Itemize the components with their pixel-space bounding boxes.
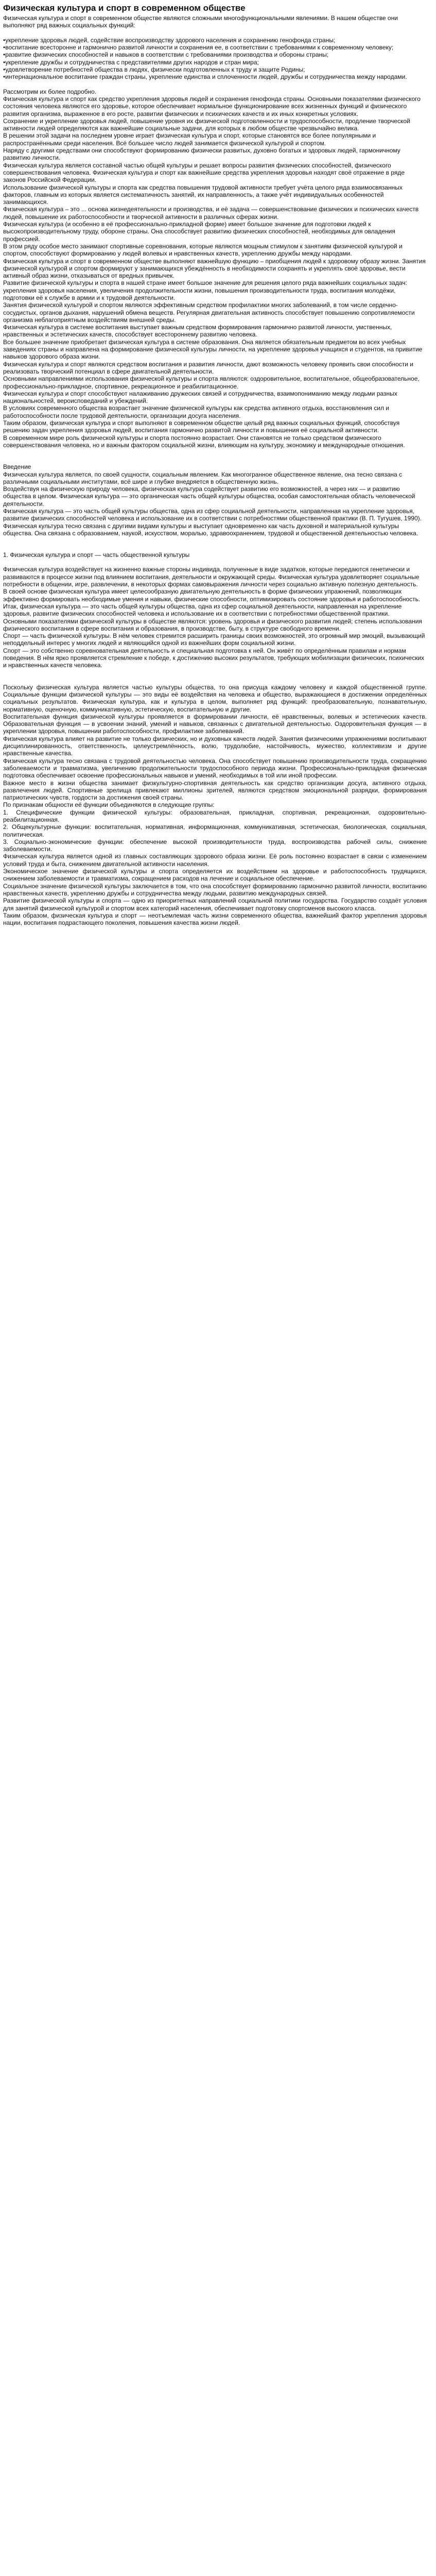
intro-line: Занятия физической культурой и спортом являются эффективным средством профилактики многих заболеваний, в том числе сердечно-сосудистых, органов дыхания, нарушений обмена веществ. Регулярная двигательная активность способствует повышению сопротивляемости организма неблагоприятным воздействиям внешней среды.	[3, 301, 415, 324]
paragraph: Воспитательная функция физической культуры проявляется в формировании личности, её нравственных, волевых и эстетических качеств. Образовательная функция — в усвоении знаний, умений и навыков, связанных с двигательной деятельностью. Оздоровительная функция — в укреплении здоровья, повышении работоспособности, профилактике заболеваний.	[3, 713, 427, 735]
intro-line: Рассмотрим их более подробно.	[3, 88, 97, 95]
spacer	[3, 537, 427, 551]
intro-line: Физическая культура – это ... основа жизнедеятельности и производства, и её задача — совершенствование физических и психических качеств людей, повышение их работоспособности и творческой активности в различных сферах жизни.	[3, 206, 419, 221]
intro-line: Физическая культура является составной частью общей культуры и решает вопросы развития физических способностей, физического совершенствования человека. Физическая культура и спорт как важнейшие средства укрепления здоровья находят своё отражение в ряде законов Российской Федерации.	[3, 161, 405, 184]
paragraph: Экономическое значение физической культуры и спорта определяется их воздействием на здоровье и работоспособность трудящихся, снижением заболеваемости и травматизма, сокращением расходов на лечение и социальное обеспечение.	[3, 868, 427, 883]
intro-line: •укрепление здоровья людей, содействие воспроизводству здорового населения и сохранению генофонда страны;	[3, 36, 336, 44]
paragraph: В своей основе физическая культура имеет целесообразную двигательную деятельность в форме физических упражнений, позволяющих эффективно формировать необходимые умения и навыки, физические способности, оптимизировать состояние здоровья и работоспособность.	[3, 588, 421, 603]
section1-heading: 1. Физическая культура и спорт — часть общественной культуры	[3, 551, 190, 559]
intro-heading: Введение	[3, 463, 31, 471]
intro-line: Физическая культура (и особенно в её профессионально-прикладной форме) имеет большое значение для подготовки людей к высокопроизводительному труду, обороне страны. Она способствует развитию физических способностей, необходимых для овладения профессией.	[3, 221, 395, 243]
section2-paragraphs	[3, 684, 427, 809]
intro-line: В решении этой задачи на последнем уровне играет физическая культура и спорт, которые становятся все более популярными и распространёнными среди населения. Всё большее число людей занимается физической культурой и спортом.	[3, 132, 376, 147]
paragraph: Поскольку физическая культура является частью культуры общества, то она присуща каждому человеку и каждой общественной группе. Социальные функции физической культуры — это виды её воздействия на человека и общество, выражающиеся в достижении определённых социальных результатов. Физическая культура, как и культура в целом, выполняет ряд функций: преобразовательную, познавательную, нормативную, оценочную, коммуникативную, эстетическую, воспитательную и другие.	[3, 683, 427, 713]
spacer	[3, 558, 427, 566]
spacer	[3, 669, 427, 684]
paragraph: Социальное значение физической культуры заключается в том, что она способствует формированию гармонично развитой личности, воспитанию нравственных качеств, укреплению дружбы и сотрудничества между людьми, развитию международных связей.	[3, 882, 427, 897]
intro-block	[3, 14, 427, 81]
intro-line: •интернациональное воспитание граждан страны, укрепление единства и сплоченности людей, дружбы и сотрудничества между народами.	[3, 73, 407, 81]
paragraph: Физическая культура тесно связана с трудовой деятельностью человека. Она способствует повышению производительности труда, сокращению заболеваемости и травматизма, увеличению продолжительности трудоспособного периода жизни. Профессионально-прикладная физическая подготовка обеспечивает освоение профессиональных навыков и умений, необходимых в той или иной профессии.	[3, 757, 427, 779]
section1-paragraphs	[3, 566, 427, 669]
intro-line: Развитие физической культуры и спорта в нашей стране имеет большое значение для решения целого ряда важнейших социальных задач: укрепления здоровья населения, увеличения продолжительности жизни, повышения производительности труда, воспитания молодёжи, подготовки её к службе в армии и к трудовой деятельности.	[3, 279, 407, 301]
spacer	[3, 449, 427, 463]
intro-line: •удовлетворение потребностей общества в людях, физически подготовленных к труду и защите Родины;	[3, 66, 305, 74]
intro-line: •развитие физических способностей и навыков в соответствии с требованиями производства и обороны страны;	[3, 51, 329, 59]
section2-list	[3, 809, 427, 853]
intro-line: Все большее значение приобретает физическая культура в системе образования. Она является обязательным предметом во всех учебных заведениях страны и направлена на формирование физической культуры личности, на укрепление здоровья учащихся и студентов, на привитие навыков здорового образа жизни.	[3, 338, 423, 361]
intro-line: Физическая культура и спорт способствуют налаживанию дружеских связей и сотрудничества, взаимопониманию между людьми разных национальностей, вероисповеданий и убеждений.	[3, 389, 397, 405]
intro-line: •укрепление дружбы и сотрудничества с представителями других народов и стран мира;	[3, 58, 259, 66]
intro-line: Физическая культура и спорт являются средством воспитания и развития личности, дают возможность человеку проявить свои способности и реализовать творческий потенциал в сфере двигательной деятельности.	[3, 360, 413, 375]
list-item: 2. Общекультурные функции: воспитательная, нормативная, информационная, коммуникативная, эстетическая, биологическая, социальная, политическая.	[3, 823, 427, 838]
paragraph: Физическая культура тесно связана с другими видами культуры и выступает одновременно как часть духовной и материальной культуры общества. Она связана с образованием, наукой, искусством, моралью, здравоохранением, трудовой и общественной деятельностью человека.	[3, 522, 418, 537]
intro-block	[3, 88, 427, 449]
intro-line: В этом ряду особое место занимают спортивные соревнования, которые являются мощным стимулом к занятиям физической культурой и спортом, способствуют формированию у людей волевых и нравственных качеств, укреплению дружбы между народами.	[3, 242, 403, 258]
intro-paragraphs	[3, 471, 427, 537]
paragraph: По признакам общности её функции объединяются в следующие группы:	[3, 801, 215, 809]
paragraph: Физическая культура воздействует на жизненно важные стороны индивида, полученные в виде задатков, которые передаются генетически и развиваются в процессе жизни под влиянием воспитания, деятельности и окружающей среды. Физическая культура удовлетворяет социальные потребности в общении, игре, развлечении, в некоторых формах самовыражения личности через социально активную полезную деятельность.	[3, 566, 420, 588]
paragraph: Спорт — это собственно соревновательная деятельность и специальная подготовка к ней. Он живёт по определённым правилам и нормам поведения. В нём ярко проявляется стремление к победе, к достижению высоких результатов, требующих мобилизации физических, психических и нравственных качеств человека.	[3, 647, 425, 669]
intro-line: Сохранение и укрепление здоровья людей, повышение уровня их физической подготовленности и трудоспособности, продление творческой активности людей определяются как важнейшие социальные задачи, для которых в любом обществе чрезвычайно велика.	[3, 117, 410, 132]
intro-line: Использование физической культуры и спорта как средства повышения трудовой активности требует учёта целого ряда взаимосвязанных факторов, главным из которых является систематичность занятий, их направленность, а также учёт индивидуальных особенностей занимающихся.	[3, 183, 403, 206]
intro-line: Таким образом, физическая культура и спорт выполняют в современном обществе целый ряд важных социальных функций, способствуя решению задач укрепления здоровья людей, воспитания гармонично развитой личности и повышения её социальной активности.	[3, 419, 400, 434]
section2-closing	[3, 853, 427, 926]
intro-line: Основными направлениями использования физической культуры и спорта являются: оздоровительное, воспитательное, общеобразовательное, профессионально-прикладное, спортивное, рекреационное и реабилитационное.	[3, 375, 420, 390]
paragraph: Физическая культура является, по своей сущности, социальным явлением. Как многогранное общественное явление, она тесно связана с различными социальными институтами, всё шире и глубже внедряется в общественную жизнь.	[3, 470, 403, 485]
intro-line: Физическая культура в системе воспитания выступает важным средством формирования гармонично развитой личности, умственных, нравственных и эстетических качеств, способствует всестороннему развитию человека.	[3, 324, 392, 338]
paragraph: Важное место в жизни общества занимает физкультурно-спортивная деятельность как средство организации досуга, активного отдыха, развлечения людей. Спортивные зрелища привлекают миллионы зрителей, являются средством эмоциональной разрядки, формирования патриотических чувств, гордости за достижения своей страны.	[3, 779, 427, 802]
intro-line: Физическая культура и спорт в современном обществе выполняют важнейшую функцию – приобщения людей к здоровому образу жизни. Занятия физической культурой и спортом формируют у занимающихся убеждённость в необходимости сохранять и укреплять своё здоровье, вести активный образ жизни, отказываться от вредных привычек.	[3, 257, 426, 280]
paragraph: Физическая культура является одной из главных составляющих здорового образа жизни. Её роль постоянно возрастает в связи с изменением условий труда и быта, снижением двигательной активности населения.	[3, 853, 427, 868]
intro-line: Наряду с другими средствами они способствуют формированию физически развитых, духовно богатых и здоровых людей, гармоничному развитию личности.	[3, 147, 400, 162]
intro-line: Физическая культура и спорт в современном обществе являются сложными многофункциональными явлениями. В нашем обществе они выполняют ряд важных социальных функций:	[3, 14, 398, 29]
spacer	[3, 81, 427, 88]
paragraph: Итак, физическая культура — это часть общей культуры общества, одна из сфер социальной деятельности, направленная на укрепление здоровья, развитие физических способностей человека и использование их в соответствии с потребностями общественной практики.	[3, 602, 402, 618]
intro-line: Физическая культура и спорт как средство укрепления здоровья людей и сохранения генофонда страны. Основными показателями физического состояния человека являются его здоровье, которое обеспечивает нормальное функционирование всех жизненных функций и физического развития организма, выраженное в его росте, развитии физических и психических качеств и их иных конкретных условиях.	[3, 95, 421, 117]
paragraph: Таким образом, физическая культура и спорт — неотъемлемая часть жизни современного общества, важнейший фактор укрепления здоровья нации, воспитания подрастающего поколения, повышения качества жизни людей.	[3, 911, 427, 927]
paragraph: Воздействуя на физическую природу человека, физическая культура содействует развитию его возможностей, а через них — и развитию общества в целом. Физическая культура — это органическая часть общей культуры общества, особая самостоятельная область человеческой деятельности.	[3, 485, 415, 507]
paragraph: Спорт — часть физической культуры. В нём человек стремится расширить границы своих возможностей, это огромный мир эмоций, вызывающий неподдельный интерес у многих людей и являющийся одной из важнейших форм социальной жизни.	[3, 632, 425, 647]
paragraph: Физическая культура — это часть общей культуры общества, одна из сфер социальной деятельности, направленная на укрепление здоровья, развитие физических способностей человека и использование их в соответствии с потребностями общественной практики (В. П. Тугушев, 1990).	[3, 507, 422, 522]
document	[0, 0, 430, 926]
paragraph: Основными показателями физической культуры в обществе являются: уровень здоровья и физического развития людей; степень использования физического воспитания в сфере воспитания и образования, в производстве, быту, в структуре свободного времени.	[3, 617, 422, 632]
intro-line	[3, 29, 427, 37]
list-item: 3. Социально-экономические функции: обеспечение высокой производительности труда, воспроизводства рабочей силы, снижение заболеваемости.	[3, 838, 427, 853]
intro-line: •воспитание всесторонне и гармонично развитой личности и сохранения ее, в соответствии с требованиями к современному человеку;	[3, 44, 394, 52]
paragraph: Развитие физической культуры и спорта — одно из приоритетных направлений социальной политики государства. Государство создаёт условия для занятий физической культурой и спортом всех категорий населения, обеспечивает подготовку спортсменов высокого класса.	[3, 897, 427, 912]
paragraph: Физическая культура влияет на развитие не только физических, но и духовных качеств людей. Занятия физическими упражнениями воспитывают дисциплинированность, ответственность, целеустремлённость, волю, трудолюбие, настойчивость, мужество, коллективизм и другие нравственные качества.	[3, 735, 427, 757]
intro-line: В современном мире роль физической культуры и спорта постоянно возрастает. Они становятся не только средством физического совершенствования человека, но и важным фактором социальной жизни, влияющим на культуру, экономику и международные отношения.	[3, 434, 405, 449]
list-item: 1. Специфические функции физической культуры: образовательная, прикладная, спортивная, рекреационная, оздоровительно-реабилитационная.	[3, 808, 427, 823]
intro-line: В условиях современного общества возрастает значение физической культуры как средства активного отдыха, восстановления сил и работоспособности после трудовой деятельности, организации досуга населения.	[3, 404, 389, 419]
page-title: Физическая культура и спорт в современном обществе	[3, 3, 246, 13]
